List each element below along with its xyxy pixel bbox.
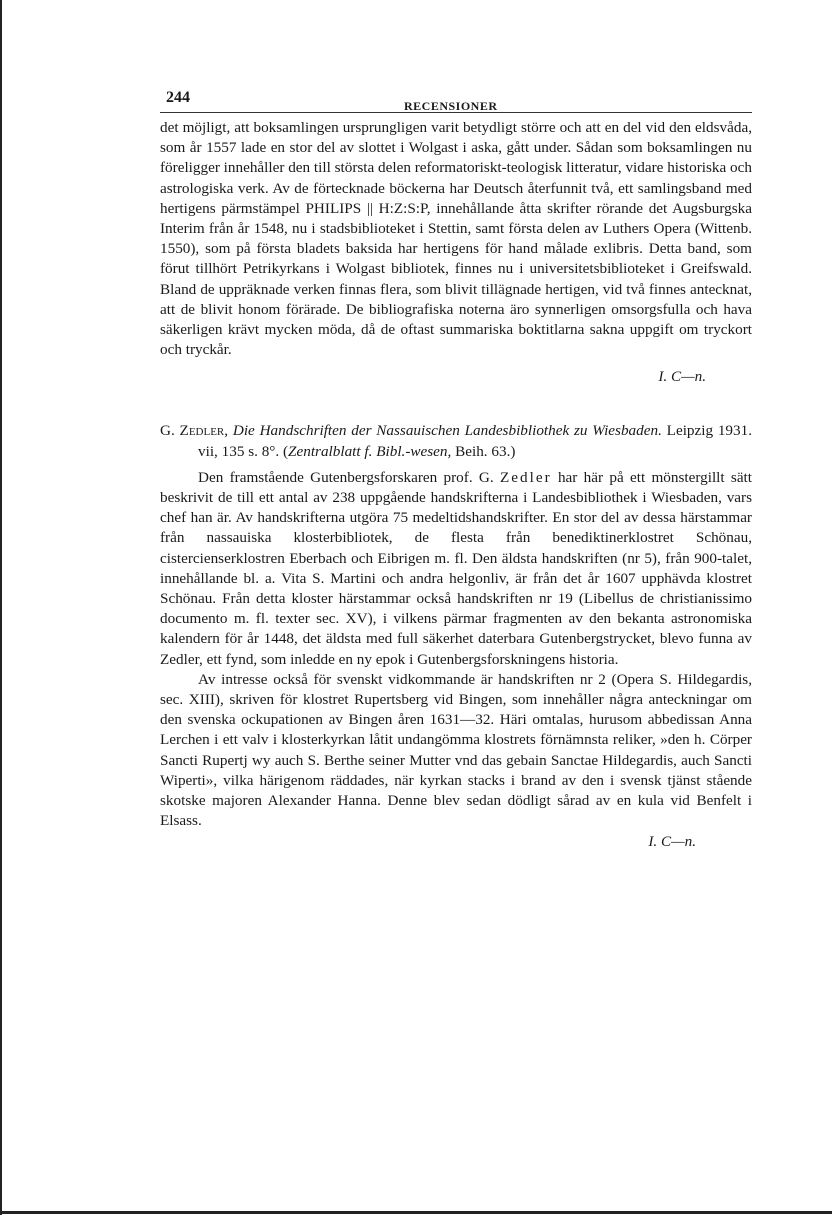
citation-imprint: Leipzig 1931. vii, 135 s. 8°. [198,422,753,460]
page-number: 244 [166,89,190,106]
review2-paragraph-1 [160,468,752,670]
review1-signature: I. C—n. [658,368,706,386]
running-header [160,86,752,113]
review2-paragraph-2: Av intresse också för svenskt vidkommande är handskriften nr 2 (Opera S. Hildegardis, sec. XIII), skriven för klostret Rupertsberg vid Bingen, som innehåller några anteckningar om den svenska ockupationen av Bingen åren 1631—32. Häri omtalas, hurusom abbedissan Anna Lerchen i ett valv i klosterkyrkan låtit undangömma klostrets förnämnsta reliker, »den h. Cörper Sancti Rupertj wy auch S. Berthe seiner Mutter vnd das gebain Sanctae Hildegardis, auch Sancti Wiperti», vilka härigenom räddades, när kyrkan stacks i brand av den i svensk tjänst stående skotske majoren Alexander Hanna. Denne blev sedan dödligt sårad av en kula vid Benfelt i Elsass. [160,670,752,830]
review-continued [160,118,752,387]
review2-signature: I. C—n. [648,832,696,850]
review2-p1-rest: har här på ett mönstergillt sätt beskrivit de till ett antal av 238 uppgående handskrifterna i Landesbibliothek i Wiesbaden, vars chef han är. Av handskrifterna utgöra 75 medeltidshandskrifter. En stor del av dessa härstammar från nassauiska klosterbibliotek, de flesta från benediktinerklostret Schönau, cistercienserklostren Eberbach och Eibrigen m. fl. Den äldsta handskriften (nr 5), från 900-talet, innehållande bl. a. Vita S. Martini och andra helgonliv, är från det år 1607 upphävda klostret Schönau. Från detta kloster härstammar också handskriften nr 19 (Libellus de christianissimo documento m. fl. texter sec. XV), i vilkens pärmar fragmenten av den bekanta astronomiska kalendern för år 1448, det äldsta med full säkerhet daterbara Gutenbergstrycket, blevo funna av Zedler, ett fynd, som inledde en ny epok i Gutenbergsforskningens historia. [160,468,752,668]
running-title: RECENSIONER [404,99,498,113]
review2-spaced-name: Zedler [500,468,552,486]
review-zedler [160,468,752,852]
citation-title: Die Handschriften der Nassauischen Landesbibliothek zu Wiesbaden. [232,422,662,440]
book-citation [160,421,752,461]
citation-series: Zentralblatt f. Bibl.-wesen, [288,442,452,460]
review2-p1-start: Den framstående Gutenbergsforskaren prof. G. [198,468,494,486]
scan-bottom-edge [0,1211,832,1214]
page [160,86,752,852]
citation-series-open: ( [282,442,289,460]
scan-left-edge [0,0,2,1215]
review1-paragraph: det möjligt, att boksamlingen ursprungligen varit betydligt större och att en del vid den eldsvåda, som år 1557 lade en stor del av slottet i Wolgast i aska, gått under. Sådan som boksamlingen nu föreligger innehåller den till största delen reformatoriskt-teologisk litteratur, vidare historiska och astrologiska verk. Av de förtecknade böckerna har Deutsch återfunnit två, ett samlingsband med hertigens pärmstämpel PHILIPS || H:Z:S:P, innehållande åtta skrifter rörande det Augsburgska Interim från år 1548, nu i stadsbiblioteket i Stettin, samt första delen av Luthers Opera (Wittenb. 1550), som på första bladets baksida har hertigens för hand målade exlibris. Detta band, som förut tillhört Petrikyrkans i Wolgast bibliotek, finnes nu i universitetsbiblioteket i Greifswald. Bland de uppräknade verken finnas flera, som blivit tillägnade hertigen, vid två finnes antecknat, att de blivit honom förärade. De bibliografiska noterna äro synnerligen omsorgsfulla och hava säkerligen krävt mycken möda, då de oftast summariska boktitlarna sakna uppgift om tryckort och tryckår. [160,119,752,359]
citation-series-rest: Beih. 63.) [455,442,516,460]
citation-author: G. Zedler, [160,422,229,440]
